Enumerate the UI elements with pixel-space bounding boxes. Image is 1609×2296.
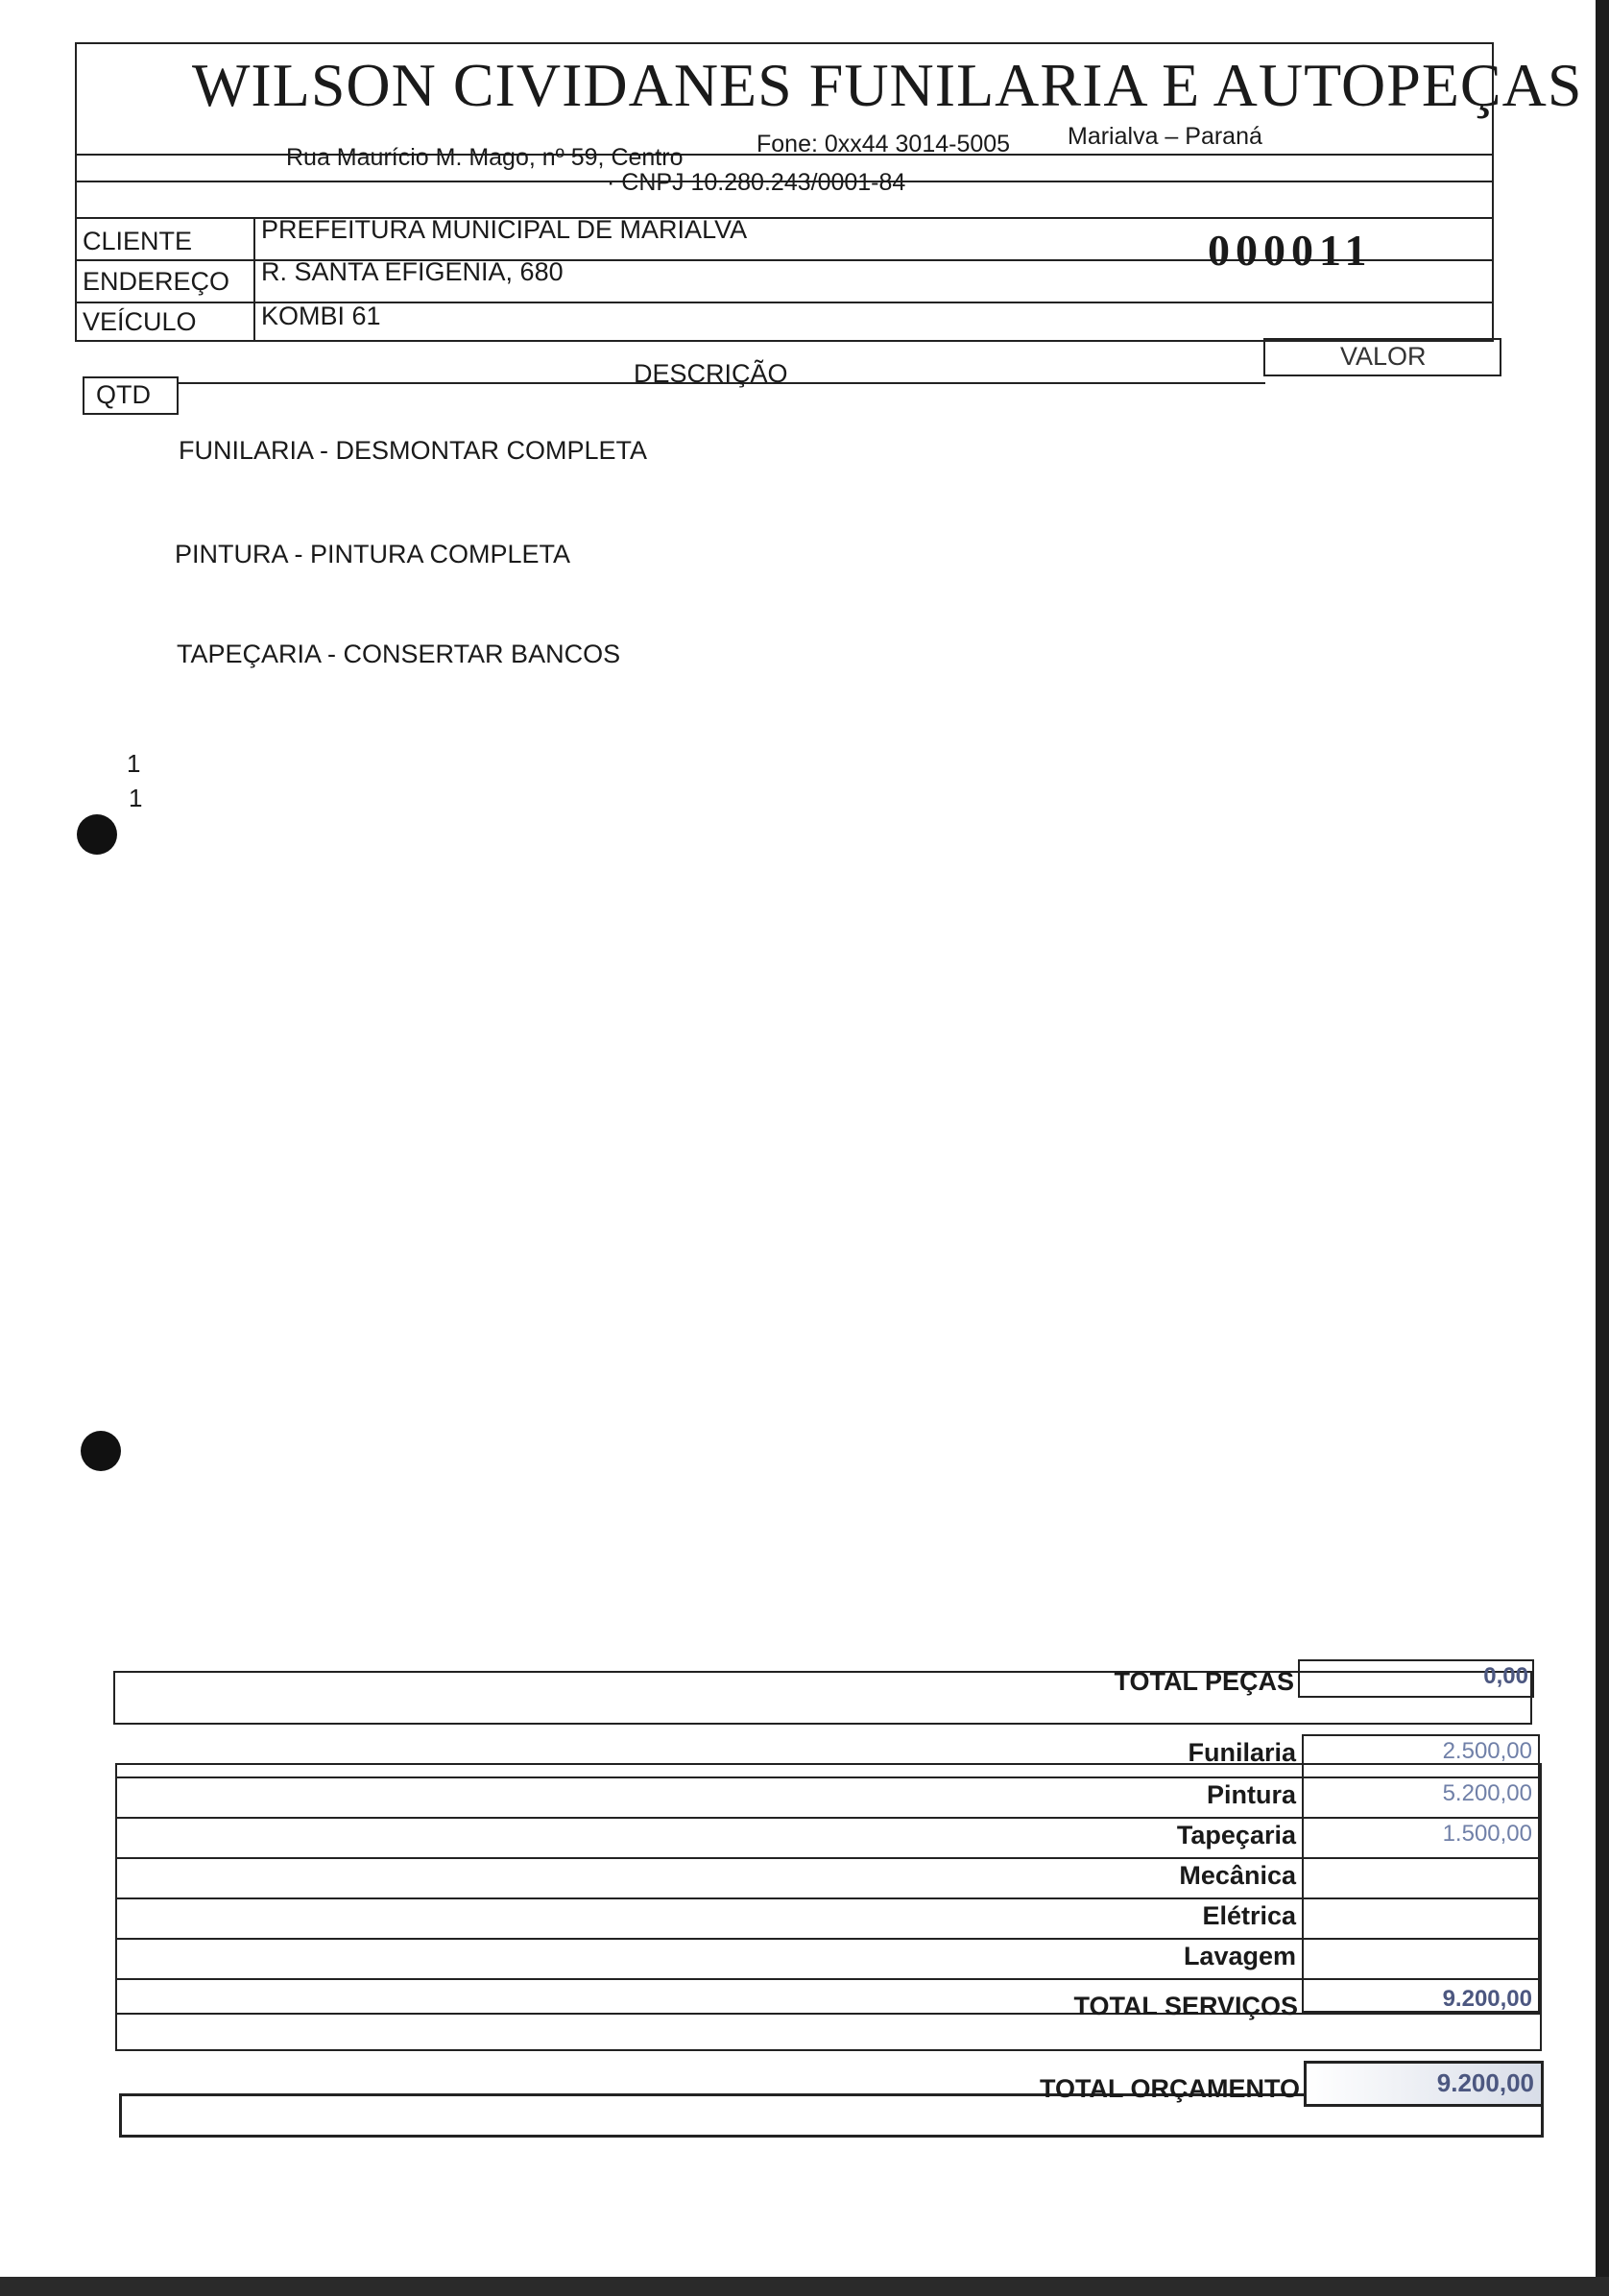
qtd-header: QTD	[96, 380, 151, 409]
service-label-mecanica: Mecânica	[1179, 1861, 1296, 1890]
service-label-lavagem: Lavagem	[1183, 1942, 1296, 1970]
company-city: Marialva – Paraná	[1068, 123, 1262, 150]
service-label-eletrica: Elétrica	[1202, 1901, 1296, 1930]
company-phone: Fone: 0xx44 3014-5005	[756, 131, 1011, 157]
qty-mark-1: 1	[127, 749, 141, 778]
service-value-pintura: 5.200,00	[1442, 1780, 1532, 1806]
total-orcamento-value: 9.200,00	[1436, 2068, 1534, 2097]
cliente-label: CLIENTE	[83, 227, 193, 255]
services-line-1	[115, 1776, 1540, 1778]
total-pecas-label: TOTAL PEÇAS	[1114, 1667, 1294, 1696]
item-funilaria: FUNILARIA - DESMONTAR COMPLETA	[179, 436, 648, 465]
order-number: 000011	[1208, 226, 1373, 275]
veiculo-label: VEÍCULO	[83, 307, 197, 336]
cliente-value: PREFEITURA MUNICIPAL DE MARIALVA	[261, 215, 748, 244]
services-line-2	[115, 1817, 1540, 1819]
total-pecas-value: 0,00	[1483, 1663, 1528, 1689]
service-label-funilaria: Funilaria	[1188, 1738, 1296, 1767]
endereco-value: R. SANTA EFIGENIA, 680	[261, 257, 564, 286]
punch-hole-bottom	[81, 1431, 121, 1471]
item-pintura: PINTURA - PINTURA COMPLETA	[175, 540, 571, 568]
service-value-tapecaria: 1.500,00	[1442, 1821, 1532, 1847]
item-tapecaria: TAPEÇARIA - CONSERTAR BANCOS	[177, 640, 621, 668]
company-address: Rua Maurício M. Mago, nº 59, Centro	[286, 144, 684, 171]
total-servicos-value: 9.200,00	[1442, 1986, 1532, 2012]
total-orcamento-label: TOTAL ORÇAMENTO	[1039, 2074, 1300, 2103]
services-line-7	[115, 2013, 1540, 2015]
services-line-5	[115, 1938, 1540, 1940]
scan-edge-bottom	[0, 2277, 1609, 2296]
service-label-pintura: Pintura	[1206, 1780, 1296, 1809]
valor-header: VALOR	[1340, 342, 1427, 371]
company-cnpj: · CNPJ 10.280.243/0001-84	[607, 169, 906, 196]
service-label-tapecaria: Tapeçaria	[1176, 1821, 1296, 1849]
services-line-6	[115, 1978, 1540, 1980]
service-value-funilaria: 2.500,00	[1442, 1738, 1532, 1764]
scan-edge-right	[1596, 0, 1609, 2296]
descricao-header: DESCRIÇÃO	[634, 359, 788, 388]
endereco-label: ENDEREÇO	[83, 267, 230, 296]
services-line-3	[115, 1857, 1540, 1859]
total-servicos-label: TOTAL SERVIÇOS	[1073, 1992, 1298, 2020]
services-line-4	[115, 1897, 1540, 1899]
company-name: WILSON CIVIDANES FUNILARIA E AUTOPEÇAS	[192, 51, 1583, 119]
header-label-divider	[253, 217, 255, 342]
veiculo-value: KOMBI 61	[261, 302, 381, 330]
punch-hole-top	[77, 814, 117, 855]
qty-mark-2: 1	[129, 784, 143, 812]
